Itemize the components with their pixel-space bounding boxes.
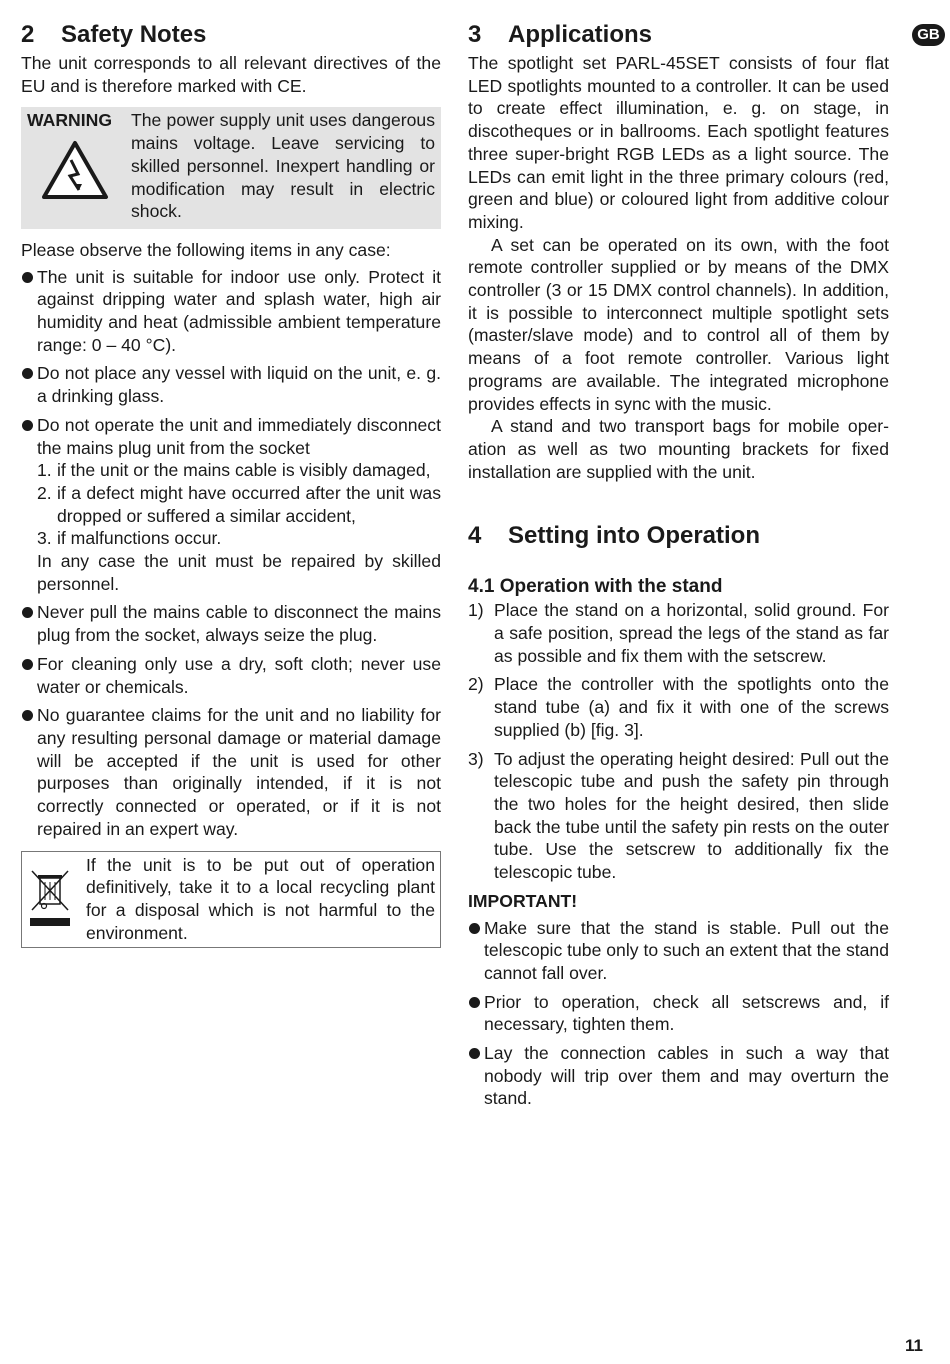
warning-left [27, 109, 131, 223]
page-number: 11 [905, 1336, 923, 1355]
section-title: Setting into Operation [508, 522, 760, 550]
intro-paragraph: The unit corresponds to all relevant directives of the EU and is therefore marked with CE. [21, 53, 441, 96]
list-item: Make sure that the stand is stable. Pull out the telescopic tube only to such an extent that the stand cannot fall over. [468, 917, 889, 985]
warning-box [21, 107, 441, 229]
step-number: 2) [468, 674, 484, 695]
list-item: Lay the connection cables in such a way that nobody will trip over them and may overturn the stand. [468, 1042, 889, 1110]
step-number: 3) [468, 748, 484, 769]
stand-steps [468, 599, 889, 883]
sub-text: if a defect might have occurred after the unit was dropped or suffered a similar accident, [57, 482, 441, 526]
section-title: Applications [508, 21, 653, 48]
step-text: Place the stand on a horizontal, solid ground. For a safe position, spread the legs of the stand as far as possible and fix them with the setscrew. [494, 600, 889, 666]
step-item [468, 599, 889, 667]
list-item: Do not place any vessel with liquid on the unit, e. g. a drinking glass. [21, 362, 441, 407]
safety-bullets [21, 266, 441, 841]
warning-label: WARNING [27, 110, 113, 131]
section-heading-applications [468, 20, 889, 50]
left-column [21, 20, 441, 948]
applications-paragraph-2: A set can be operated on its own, with the foot remote controller supplied or by means of the DMX controller (3 or 15 DMX control channels). In addition, it is possible to interconnect multiple spotlight sets (master/slave mode) and to control all of them by means of a foot remote controller. Various light programs are available. The integrated microphone provides effects in sync with the music. [468, 234, 889, 414]
sub-number: 2. [37, 482, 52, 503]
list-item: No guarantee claims for the unit and no liability for any resulting personal damage or material damage will be accepted if the unit is used for other purposes than originally intended, if it is not correctly connected or operated, or if it is not repaired in an expert way. [21, 704, 441, 840]
sub-item [37, 459, 441, 482]
language-badge: GB [912, 24, 945, 46]
important-label: IMPORTANT! [468, 890, 578, 911]
sub-text: if the unit or the mains cable is visibly damaged, [57, 460, 431, 481]
subsection-heading-stand: 4.1 Operation with the stand [468, 576, 723, 598]
list-item: For cleaning only use a dry, soft cloth; never use water or chemicals. [21, 653, 441, 698]
section-number: 4 [468, 522, 482, 550]
disconnect-sublist [37, 459, 441, 550]
step-number: 1) [468, 600, 484, 621]
step-text: Place the controller with the spotlights onto the stand tube (a) and fix it with one of the screws supplied (b) [fig. 3]. [494, 674, 889, 740]
applications-paragraph-1: The spotlight set PARL-45SET consists of four flat LED spotlights mounted to a controller. It can be used to create effect illumination, e. g. on stage, in discotheques or in ballrooms. Each spotlight features three super-bright RGB LEDs as a light source. The LEDs can emit light in the three primary colours (red, green and blue) or coloured light from additive colour mixing. [468, 53, 889, 232]
sub-text: if malfunctions occur. [57, 528, 222, 549]
section-number: 3 [468, 21, 482, 48]
observe-line: Please observe the following items in any case: [21, 239, 391, 260]
sub-item [37, 482, 441, 527]
section-title: Safety Notes [61, 21, 207, 48]
recycling-box [21, 851, 441, 949]
list-item-disconnect [21, 414, 441, 596]
section-number: 2 [21, 21, 35, 48]
step-item [468, 673, 889, 741]
section-heading-setting [468, 521, 889, 551]
crossed-out-bin-icon [28, 868, 72, 928]
recycling-text: If the unit is to be put out of operation definitively, take it to a local recycling plant for a disposal which is not harmful to the environment. [86, 854, 435, 943]
applications-paragraph-3: A stand and two transport bags for mobile operation as well as two mounting brackets for fixed installation are supplied with the unit. [468, 416, 889, 482]
high-voltage-icon [41, 140, 109, 200]
list-item: Never pull the mains cable to disconnect the mains plug from the socket, always seize the plug. [21, 601, 441, 646]
warning-text: The power supply unit uses dangerous mains voltage. Leave servicing to skilled personnel. Inexpert handling or modification may result in electric shock. [131, 110, 435, 222]
step-text: To adjust the operating height desired: Pull out the telescopic tube and push the safety pin through the two holes for the height desired, then slide back the tube until the safety pin rests on the outer tube. Use the setscrew to additionally fix the telescopic tube. [494, 748, 889, 883]
step-item [468, 748, 889, 884]
sub-number: 1. [37, 460, 52, 481]
section-heading-safety [21, 20, 441, 50]
list-item: The unit is suitable for indoor use only. Protect it against dripping water and splash water, high air humidity and heat (admissible ambient temperature range: 0 – 40 °C). [21, 266, 441, 357]
important-bullets [468, 917, 889, 1111]
sub-number: 3. [37, 528, 52, 549]
recycling-icon-wrap [28, 854, 86, 945]
right-column [468, 20, 889, 1116]
sub-item [37, 527, 441, 550]
disconnect-text: Do not operate the unit and immediately disconnect the mains plug unit from the socket [37, 414, 441, 458]
list-item: Prior to operation, check all setscrews and, if necessary, tighten them. [468, 991, 889, 1036]
disconnect-after: In any case the unit must be repaired by skilled personnel. [37, 551, 441, 594]
